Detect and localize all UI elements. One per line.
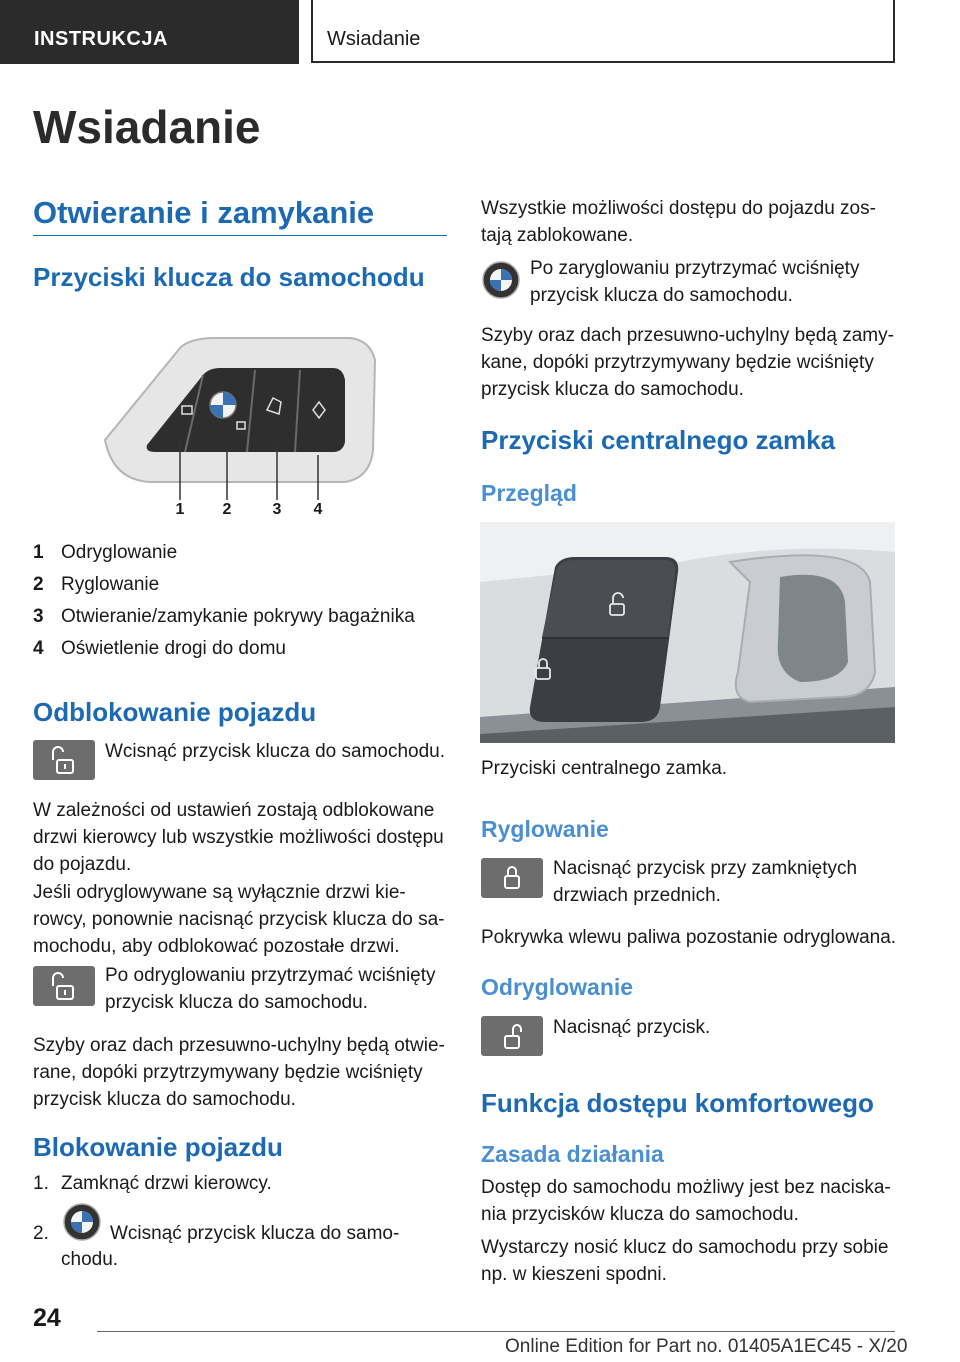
page-title: Wsiadanie: [33, 101, 261, 153]
text-line: przycisk klucza do samochodu.: [481, 379, 744, 400]
page-number: 24: [33, 1304, 61, 1332]
text-line: przycisk klucza do samochodu.: [33, 1089, 296, 1110]
photo-caption: Przyciski centralnego zamka.: [481, 758, 728, 779]
legend-number: 3: [33, 606, 44, 627]
unlock-paragraph-3: [33, 1032, 445, 1113]
lock-icon: [481, 858, 543, 898]
key-label-2: 2: [222, 501, 232, 518]
fuel-flap-text: Pokrywka wlewu paliwa pozostanie odryglowana.: [481, 927, 897, 948]
text-line: tają zablokowane.: [481, 225, 634, 246]
text-line: rowcy, ponownie nacisnąć przycisk klucza do sa-: [33, 909, 445, 930]
heading-overview: Przegląd: [481, 480, 577, 506]
text-line: do pojazdu.: [33, 854, 132, 875]
heading-central-lock: Przyciski centralnego zamka: [481, 425, 836, 455]
text-line: mochodu, aby odblokować pozostałe drzwi.: [33, 936, 400, 957]
legend-text: Odryglowanie: [61, 542, 178, 563]
lock-paragraph-2: [481, 322, 894, 403]
legend-text: Ryglowanie: [61, 574, 160, 595]
unlock-hold-text: [105, 962, 436, 1016]
unlock-icon: [33, 966, 95, 1006]
legend-number: 2: [33, 574, 44, 595]
lock-press-text: [553, 855, 857, 909]
header-chapter-label: Wsiadanie: [327, 28, 421, 50]
key-label-4: 4: [313, 501, 323, 518]
unlock-paragraph-1: [33, 797, 444, 878]
heading-principle: Zasada działania: [481, 1141, 664, 1167]
text-line: Dostęp do samochodu możliwy jest bez naciska-: [481, 1177, 891, 1198]
comfort-paragraph-1: [481, 1174, 891, 1228]
comfort-paragraph-2: [481, 1234, 888, 1288]
text-line: W zależności od ustawień zostają odblokowane: [33, 800, 435, 821]
legend-item: [33, 538, 453, 570]
step-2-text: [110, 1220, 399, 1247]
legend-number: 4: [33, 638, 44, 659]
footer-rule: [97, 1331, 895, 1332]
bmw-logo-icon: [62, 1202, 102, 1242]
key-buttons-legend: [33, 538, 453, 666]
text-line: przycisk klucza do samochodu.: [530, 285, 793, 306]
text-line: Wystarczy nosić klucz do samochodu przy sobie: [481, 1237, 889, 1258]
heading-unlock-vehicle: Odblokowanie pojazdu: [33, 697, 317, 727]
text-line: drzwiach przednich.: [553, 885, 721, 906]
text-line: rane, dopóki przytrzymywany będzie wciśnięty: [33, 1062, 423, 1083]
text-line: kane, dopóki przytrzymywany będzie wciśnięty: [481, 352, 874, 373]
legend-text: Otwieranie/zamykanie pokrywy bagażnika: [61, 606, 415, 627]
key-label-1: 1: [175, 501, 185, 518]
step-1-number: 1.: [33, 1173, 49, 1194]
text-line: Po odryglowaniu przytrzymać wciśnięty: [105, 965, 436, 986]
legend-item: [33, 602, 453, 634]
text-line: Nacisnąć przycisk przy zamkniętych: [553, 858, 858, 879]
unlock-press-text: Wcisnąć przycisk klucza do samochodu.: [105, 741, 446, 762]
bmw-logo-icon: [481, 260, 521, 300]
text-line: Szyby oraz dach przesuwno-uchylny będą otwie-: [33, 1035, 445, 1056]
text-line: Wszystkie możliwości dostępu do pojazdu zos-: [481, 198, 876, 219]
unlock-press-text-right: Nacisnąć przycisk.: [553, 1017, 711, 1038]
heading-lock-vehicle: Blokowanie pojazdu: [33, 1132, 283, 1162]
key-label-3: 3: [272, 501, 282, 518]
text-line: Jeśli odryglowywane są wyłącznie drzwi kie-: [33, 882, 406, 903]
unlock-icon: [481, 1016, 543, 1056]
heading-key-buttons: Przyciski klucza do samochodu: [33, 262, 425, 292]
central-lock-photo: [480, 522, 895, 743]
text-line: Wcisnąć przycisk klucza do samo-: [110, 1223, 400, 1244]
legend-text: Oświetlenie drogi do domu: [61, 638, 286, 659]
step-1-text: Zamknąć drzwi kierowcy.: [61, 1173, 272, 1194]
unlock-icon: [33, 740, 95, 780]
heading-comfort-access: Funkcja dostępu komfortowego: [481, 1088, 874, 1118]
step-2-number: 2.: [33, 1223, 49, 1244]
header-section-label: INSTRUKCJA: [34, 28, 168, 50]
header-chapter-tab: [311, 0, 895, 63]
legend-item: [33, 634, 453, 666]
text-line: np. w kieszeni spodni.: [481, 1264, 667, 1285]
legend-number: 1: [33, 542, 44, 563]
section-rule: [33, 235, 447, 236]
heading-unlocking: Odryglowanie: [481, 974, 634, 1000]
section-heading-open-close: Otwieranie i zamykanie: [33, 195, 375, 230]
lock-hold-text: [530, 255, 859, 309]
text-line: Po zaryglowaniu przytrzymać wciśnięty: [530, 258, 860, 279]
unlock-paragraph-2: [33, 879, 445, 960]
text-line: przycisk klucza do samochodu.: [105, 992, 368, 1013]
text-line: nia przycisków klucza do samochodu.: [481, 1204, 799, 1225]
lock-paragraph-1: [481, 195, 876, 249]
heading-locking: Ryglowanie: [481, 816, 609, 842]
header-section-tab: [0, 0, 299, 64]
key-fob-illustration: [95, 330, 395, 520]
text-line: Szyby oraz dach przesuwno-uchylny będą zamy-: [481, 325, 894, 346]
text-line: drzwi kierowcy lub wszystkie możliwości dostępu: [33, 827, 444, 848]
legend-item: [33, 570, 453, 602]
footer-edition: Online Edition for Part no. 01405A1EC45 - X/20: [505, 1336, 908, 1357]
step-2-text-cont: chodu.: [61, 1249, 119, 1270]
